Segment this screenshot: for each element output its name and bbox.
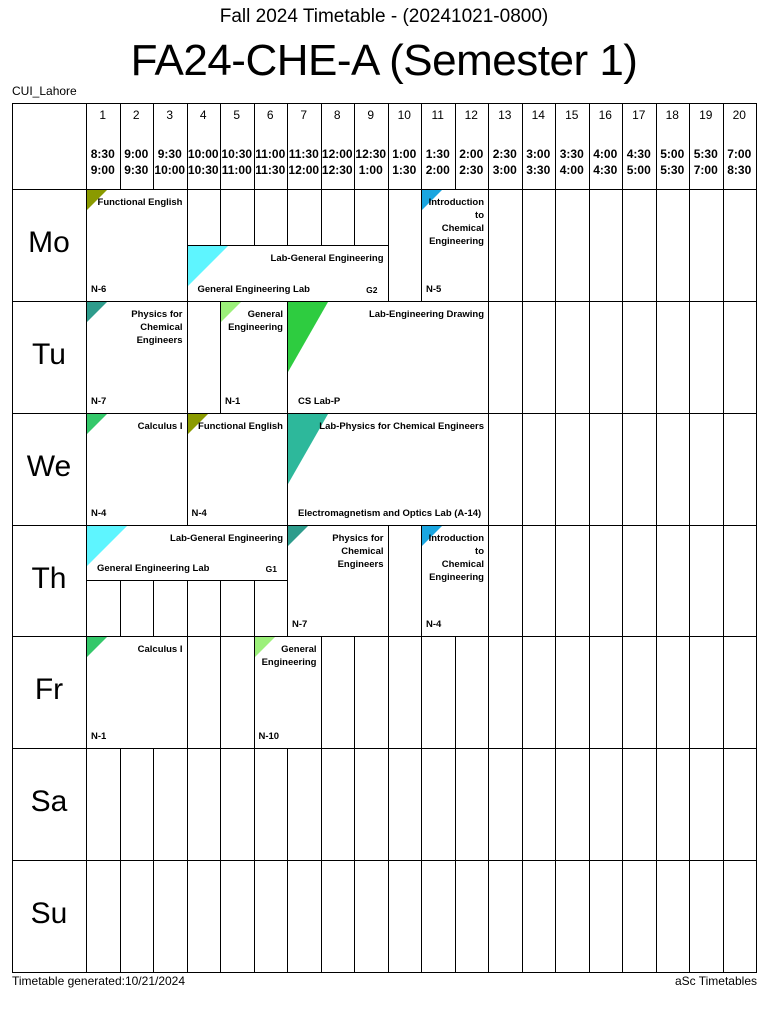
period-number: 2: [132, 108, 140, 122]
period-end-time: 9:30: [124, 163, 149, 177]
period-column-divider: [689, 103, 690, 972]
period-column-divider: [589, 103, 590, 972]
lesson-card[interactable]: [86, 636, 188, 749]
period-time: [287, 146, 321, 178]
lesson-subject: Lab-Engineering Drawing: [368, 308, 484, 320]
lesson-subject: Lab-General Engineering: [170, 532, 283, 544]
period-end-time: 9:00: [90, 163, 115, 177]
period-start-time: 5:30: [693, 147, 718, 161]
lesson-subject: General Engineering: [228, 308, 283, 333]
period-number: 6: [266, 108, 274, 122]
period-number: 10: [397, 108, 411, 122]
subject-color-marker: [87, 637, 107, 657]
lesson-room: N-4: [91, 507, 107, 519]
period-start-time: 12:00: [321, 147, 353, 161]
day-label: Su: [30, 897, 68, 931]
period-end-time: 1:00: [358, 163, 383, 177]
period-number: 17: [632, 108, 646, 122]
lesson-card[interactable]: [287, 413, 489, 526]
period-start-time: 9:00: [124, 147, 149, 161]
grid-border-right: [756, 103, 757, 972]
lesson-room: N-10: [258, 731, 280, 743]
subject-color-marker: [288, 302, 328, 372]
day-label: Tu: [32, 337, 66, 371]
lesson-group: G2: [366, 284, 378, 295]
period-time: [220, 146, 254, 178]
period-number: 19: [699, 108, 713, 122]
brand-label: aSc Timetables: [674, 974, 757, 988]
period-start-time: 4:30: [626, 147, 651, 161]
lesson-card[interactable]: [254, 636, 322, 749]
lesson-room: N-7: [91, 395, 107, 407]
period-end-time: 7:00: [693, 163, 718, 177]
period-number: 9: [367, 108, 375, 122]
period-start-time: 3:30: [559, 147, 584, 161]
generated-date: Timetable generated:10/21/2024: [12, 974, 186, 988]
period-column-divider: [656, 103, 657, 972]
period-time: [589, 146, 623, 178]
grid-border-bottom: [12, 972, 757, 973]
period-time: [455, 146, 489, 178]
period-number: 15: [565, 108, 579, 122]
period-time: [723, 146, 757, 178]
lesson-subject: Physics for Chemical Engineers: [131, 308, 183, 346]
period-time: [321, 146, 355, 178]
period-start-time: 2:00: [459, 147, 484, 161]
period-start-time: 11:00: [255, 147, 286, 161]
period-end-time: 8:30: [727, 163, 752, 177]
period-start-time: 1:30: [425, 147, 450, 161]
period-end-time: 3:00: [492, 163, 517, 177]
lesson-room: N-4: [191, 507, 207, 519]
period-column-divider: [622, 103, 623, 972]
lesson-subject: Lab-General Engineering: [270, 252, 384, 264]
subject-color-marker: [87, 526, 127, 566]
lesson-room: N-6: [91, 283, 107, 295]
lesson-subject: Functional English: [97, 197, 183, 208]
period-start-time: 2:30: [492, 147, 517, 161]
period-end-time: 2:00: [425, 163, 450, 177]
period-number: 1: [99, 108, 107, 122]
lesson-room: N-4: [426, 619, 442, 631]
period-column-divider: [555, 103, 556, 972]
school-name: CUI_Lahore: [12, 84, 77, 98]
period-time: [622, 146, 656, 178]
period-number: 11: [431, 108, 444, 122]
lesson-card[interactable]: [86, 301, 188, 414]
period-time: [388, 146, 422, 178]
period-time: [187, 146, 221, 178]
period-end-time: 1:30: [392, 163, 417, 177]
lesson-room: N-5: [426, 283, 442, 295]
period-end-time: 4:00: [559, 163, 584, 177]
lesson-room: Electromagnetism and Optics Lab (A-14): [298, 507, 482, 519]
period-column-divider: [522, 103, 523, 972]
period-number: 4: [199, 108, 207, 122]
grid-border-top: [12, 103, 757, 104]
lesson-group: G1: [265, 564, 277, 575]
timetable-title: FA24-CHE-A (Semester 1): [130, 36, 638, 85]
lesson-room: CS Lab-P: [298, 395, 341, 407]
day-label: Sa: [30, 785, 68, 819]
period-time: [153, 146, 187, 178]
period-end-time: 5:30: [660, 163, 685, 177]
period-number: 14: [531, 108, 545, 122]
lesson-subject: Introduction to Chemical Engineering: [428, 197, 484, 247]
timetable-subtitle: Fall 2024 Timetable - (20241021-0800): [219, 6, 549, 27]
period-number: 18: [665, 108, 679, 122]
period-start-time: 12:30: [355, 147, 387, 161]
period-time: [86, 146, 120, 178]
lesson-card[interactable]: [287, 301, 489, 414]
lesson-room: General Engineering Lab: [197, 283, 310, 295]
period-start-time: 10:30: [221, 147, 253, 161]
lesson-card[interactable]: [86, 189, 188, 302]
period-time: [488, 146, 522, 178]
lesson-card[interactable]: [187, 245, 389, 302]
period-end-time: 3:30: [526, 163, 551, 177]
lesson-subject: Introduction to Chemical Engineering: [428, 532, 484, 583]
lesson-subject: Calculus I: [137, 644, 183, 656]
period-end-time: 12:00: [288, 163, 320, 177]
period-end-time: 11:00: [221, 163, 252, 177]
period-number: 13: [498, 108, 512, 122]
lesson-room: N-7: [292, 619, 308, 631]
period-end-time: 4:30: [593, 163, 618, 177]
period-start-time: 1:00: [392, 147, 417, 161]
lesson-subject: Lab-Physics for Chemical Engineers: [319, 420, 484, 432]
period-end-time: 2:30: [459, 163, 484, 177]
period-start-time: 8:30: [90, 147, 115, 161]
lesson-card[interactable]: [287, 525, 389, 638]
period-end-time: 12:30: [321, 163, 353, 177]
period-number: 16: [598, 108, 612, 122]
lesson-card[interactable]: [86, 525, 288, 582]
period-number: 20: [732, 108, 746, 122]
period-end-time: 11:30: [255, 163, 286, 177]
period-number: 3: [166, 108, 174, 122]
period-end-time: 10:00: [154, 163, 186, 177]
period-time: [254, 146, 288, 178]
period-start-time: 11:30: [288, 147, 319, 161]
day-label: We: [26, 449, 72, 483]
period-end-time: 5:00: [626, 163, 651, 177]
period-time: [689, 146, 723, 178]
period-start-time: 10:00: [187, 147, 219, 161]
day-label: Mo: [28, 225, 70, 259]
period-start-time: 9:30: [157, 147, 182, 161]
lesson-room: General Engineering Lab: [97, 563, 210, 575]
period-time: [555, 146, 589, 178]
lesson-subject: Functional English: [198, 420, 283, 432]
subject-color-marker: [188, 246, 228, 286]
period-number: 12: [464, 108, 478, 122]
lesson-subject: Calculus I: [137, 420, 183, 432]
lesson-card[interactable]: [220, 301, 288, 414]
period-start-time: 7:00: [727, 147, 752, 161]
subject-color-marker: [87, 414, 107, 434]
lesson-card[interactable]: [86, 413, 188, 526]
period-time: [522, 146, 556, 178]
period-time: [354, 146, 388, 178]
period-number: 8: [333, 108, 341, 122]
lesson-card[interactable]: [187, 413, 289, 526]
lesson-card[interactable]: [421, 189, 489, 302]
lesson-subject: General Engineering: [261, 644, 317, 669]
period-time: [656, 146, 690, 178]
lesson-room: N-1: [91, 731, 107, 743]
period-start-time: 5:00: [660, 147, 685, 161]
period-start-time: 3:00: [526, 147, 551, 161]
day-row-divider: [12, 860, 756, 861]
period-number: 5: [233, 108, 241, 122]
day-label: Th: [31, 561, 67, 595]
period-start-time: 4:00: [593, 147, 618, 161]
lesson-room: N-1: [225, 395, 241, 407]
period-time: [120, 146, 154, 178]
period-column-divider: [723, 103, 724, 972]
period-number: 7: [300, 108, 308, 122]
period-time: [421, 146, 455, 178]
period-end-time: 10:30: [187, 163, 219, 177]
day-label: Fr: [34, 673, 64, 707]
lesson-card[interactable]: [421, 525, 489, 638]
lesson-subject: Physics for Chemical Engineers: [332, 532, 384, 570]
